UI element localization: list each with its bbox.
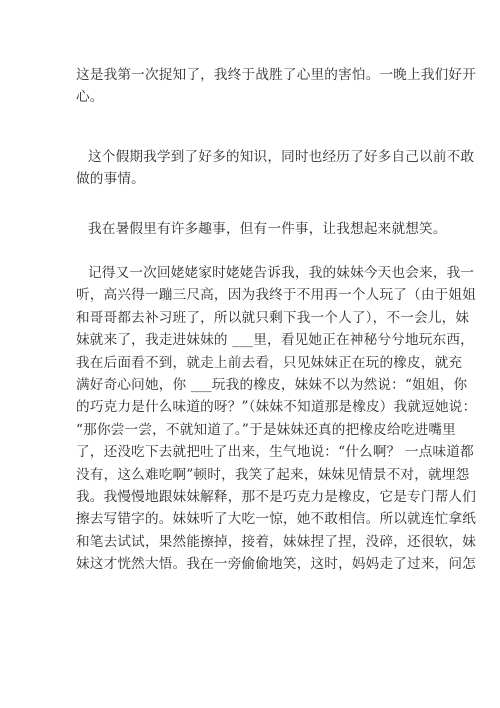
paragraph-line: 妹这才恍然大悟。我在一旁偷偷地笑，这时，妈妈走了过来，问怎 [76, 556, 477, 573]
paragraph-line: 这是我第一次捉知了，我终于战胜了心里的害怕。一晚上我们好开 [76, 67, 477, 83]
paragraph-line: 我。我慢慢地跟妹妹解释，那不是巧克力是橡皮，它是专门帮人们 [76, 489, 477, 506]
paragraph-line: 满好奇心问她，你 ___玩我的橡皮，妹妹不以为然说：“姐姐，你 [76, 377, 468, 394]
paragraph-summer-fun [76, 218, 447, 240]
paragraph-line: 这个假期我学到了好多的知识，同时也经历了好多自己以前不敢 [88, 149, 475, 165]
paragraph-line: 的巧克力是什么味道的呀？”（妹妹不知道那是橡皮）我就逗她说： [76, 399, 477, 416]
paragraph-line: 了，还没吃下去就把吐了出来，生气地说：“什么啊？ 一点味道都 [76, 444, 474, 461]
paragraph-catching-cicada [76, 64, 477, 109]
paragraph-line: 擦去写错字的。妹妹听了大吃一惊，她不敢相信。所以就连忙拿纸 [76, 511, 477, 528]
paragraph-line: 和笔去试试，果然能擦掉，接着，妹妹捏了捏，没碎，还很软，妹 [76, 533, 477, 550]
paragraph-line: 我在后面看不到，就走上前去看，只见妹妹正在玩的橡皮，就充 [76, 354, 463, 371]
paragraph-line: 听，高兴得一蹦三尺高，因为我终于不用再一个人玩了（由于姐姐 [76, 287, 477, 304]
paragraph-line: 记得又一次回姥姥家时姥姥告诉我，我的妹妹今天也会来，我一 [88, 265, 475, 281]
paragraph-learned-knowledge [76, 146, 475, 191]
paragraph-eraser-story [76, 262, 477, 576]
paragraph-line: 没有，这么难吃啊”顿时，我笑了起来，妹妹见情景不对，就埋怨 [76, 466, 470, 483]
paragraph-line: 心。 [76, 89, 104, 106]
paragraph-line: 我在暑假里有许多趣事，但有一件事，让我想起来就想笑。 [88, 221, 447, 237]
paragraph-line: 和哥哥都去补习班了，所以就只剩下我一个人了），不一会儿，妹 [76, 309, 470, 326]
paragraph-line: 妹就来了，我走进妹妹的 ___里，看见她正在神秘兮兮地玩东西， [76, 332, 474, 349]
paragraph-line: 做的事情。 [76, 171, 145, 188]
paragraph-line: “那你尝一尝，不就知道了。”于是妹妹还真的把橡皮给吃进嘴里 [76, 421, 456, 438]
